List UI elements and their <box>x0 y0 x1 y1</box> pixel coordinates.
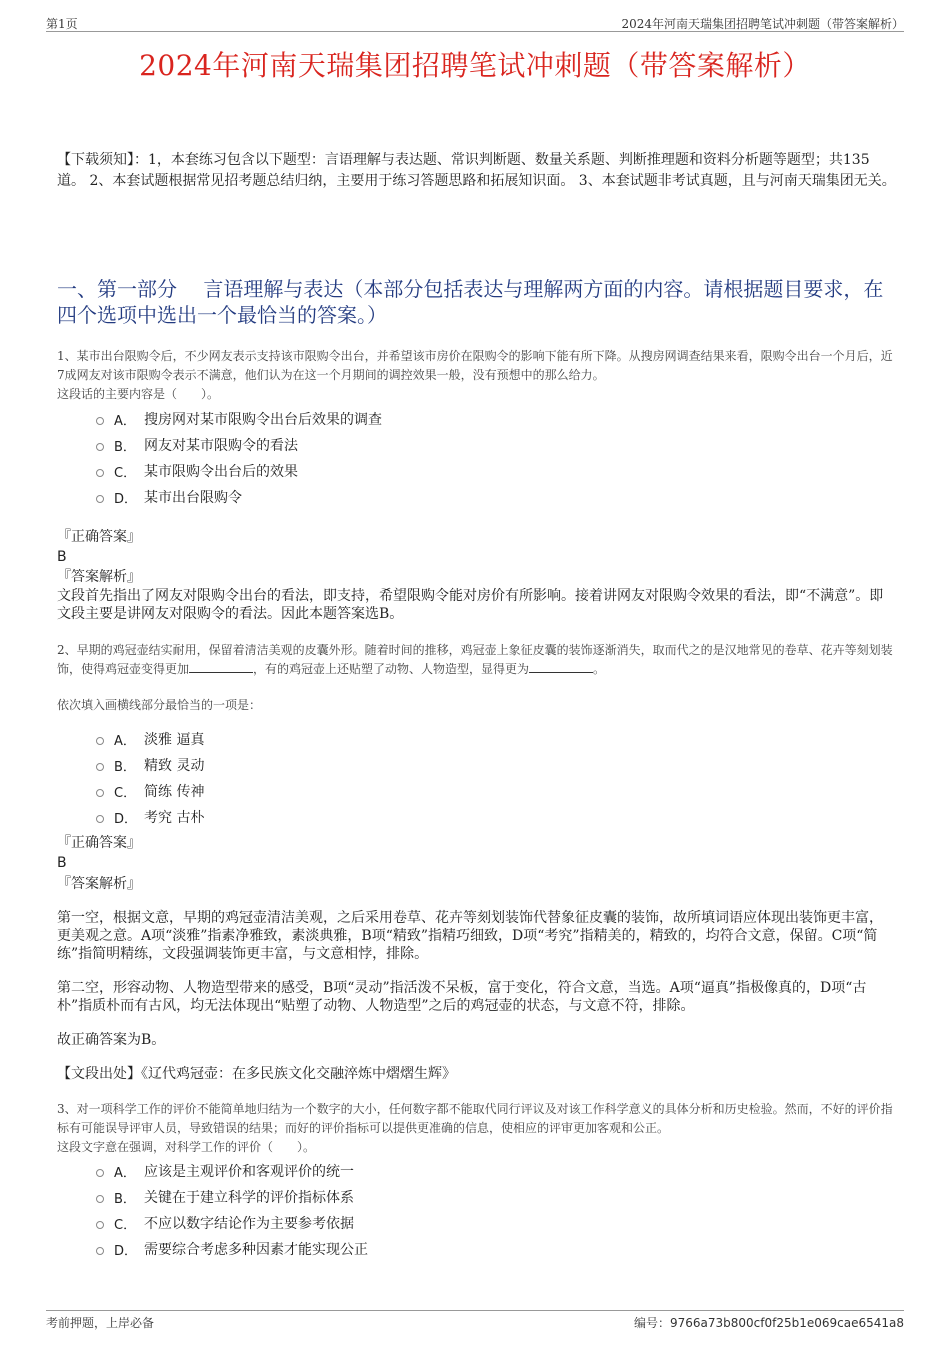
answer-label: 『正确答案』 <box>57 529 141 545</box>
option-c[interactable]: C． 简练 传神 <box>96 778 796 804</box>
option-b[interactable]: B． 关键在于建立科学的评价指标体系 <box>96 1184 796 1210</box>
source-citation: 【文段出处】《辽代鸡冠壶：在多民族文化交融淬炼中熠熠生辉》 <box>57 1066 456 1082</box>
question-3-stem <box>57 1100 897 1157</box>
option-c[interactable]: C． 不应以数字结论作为主要参考依据 <box>96 1210 796 1236</box>
analysis-paragraph-1: 第一空，根据文意，早期的鸡冠壶清洁美观，之后采用卷草、花卉等刻划装饰代替象征皮囊的装饰，故所填词语应体现出装饰更丰富，更美观之意。A项“淡雅”指素净雅致，素淡典雅，B项“精致”指精巧细致，D项“考究”指精美的，精致的，均符合文意，保留。C项“简练”指简明精练，文段强调装饰更丰富，与文意相悖，排除。 <box>57 910 883 962</box>
option-a[interactable]: A． 淡雅 逼真 <box>96 726 796 752</box>
answer-value: B <box>57 855 67 871</box>
option-a[interactable]: A． 搜房网对某市限购令出台后效果的调查 <box>96 406 796 432</box>
header-doc-title: 2024年河南天瑞集团招聘笔试冲刺题（带答案解析） <box>621 17 904 31</box>
question-2-stem: 2、早期的鸡冠壶结实耐用，保留着清洁美观的皮囊外形。随着时间的推移，鸡冠壶上象征皮囊的装饰逐渐消失，取而代之的是汉地常见的卷草、花卉等刻划装饰，使得鸡冠壶变得更加 ，有的鸡冠壶上还贴塑了动物、人物造型，显得更为 。 <box>57 643 893 676</box>
radio-icon[interactable] <box>96 443 104 451</box>
radio-icon[interactable] <box>96 469 104 477</box>
analysis-label: 『答案解析』 <box>57 876 141 892</box>
page-header <box>46 13 904 32</box>
question-1-text: 1、某市出台限购令后，不少网友表示支持该市限购令出台，并希望该市房价在限购令的影响下能有所下降。从搜房网调查结果来看，限购令出台一个月后，近7成网友对该市限购令表示不满意，他们认为在这一个月期间的调控效果一般，没有预想中的那么给力。 <box>57 349 893 382</box>
radio-icon[interactable] <box>96 1221 104 1229</box>
fill-blank <box>529 660 593 673</box>
answer-value: B <box>57 549 67 565</box>
fill-blank <box>189 660 253 673</box>
question-3-options <box>96 1158 796 1262</box>
question-1-options <box>96 406 796 510</box>
analysis-label: 『答案解析』 <box>57 569 141 585</box>
section-heading: 一、第一部分 言语理解与表达（本部分包括表达与理解两方面的内容。请根据题目要求，在四个选项中选出一个最恰当的答案。） <box>57 277 884 327</box>
question-3-prompt: 这段文字意在强调，对科学工作的评价（ ）。 <box>57 1140 316 1154</box>
question-2-analysis <box>57 909 893 1083</box>
download-notice: 【下载须知】：1，本套练习包含以下题型：言语理解与表达题、常识判断题、数量关系题、判断推理题和资料分析题等题型；共135道。 2、本套试题根据常见招考题总结归纳，主要用于练习答题思路和拓展知识面。 3、本套试题非考试真题，且与河南天瑞集团无关。 <box>57 152 896 189</box>
radio-icon[interactable] <box>96 763 104 771</box>
radio-icon[interactable] <box>96 789 104 797</box>
answer-label: 『正确答案』 <box>57 835 141 851</box>
footer-slogan: 考前押题，上岸必备 <box>46 1316 155 1330</box>
analysis-paragraph-2: 第二空，形容动物、人物造型带来的感受，B项“灵动”指活泼不呆板，富于变化，符合文意，当选。A项“逼真”指极像真的，D项“古朴”指质朴而有古风，均无法体现出“贴塑了动物、人物造型”之后的鸡冠壶的状态，与文意不符，排除。 <box>57 980 867 1014</box>
option-b[interactable]: B． 网友对某市限购令的看法 <box>96 432 796 458</box>
option-d[interactable]: D． 某市出台限购令 <box>96 484 796 510</box>
page-number: 第1页 <box>46 17 78 31</box>
question-1-stem <box>57 347 897 404</box>
option-d[interactable]: D． 考究 古朴 <box>96 804 796 830</box>
analysis-paragraph-3: 故正确答案为B。 <box>57 1032 166 1048</box>
radio-icon[interactable] <box>96 1195 104 1203</box>
page-title: 2024年河南天瑞集团招聘笔试冲刺题（带答案解析） <box>139 49 811 82</box>
radio-icon[interactable] <box>96 417 104 425</box>
footer-divider <box>46 1310 904 1311</box>
question-3-text: 3、对一项科学工作的评价不能简单地归结为一个数字的大小，任何数字都不能取代同行评议及对该工作科学意义的具体分析和历史检验。然而，不好的评价指标有可能误导评审人员，导致错误的结果；而好的评价指标可以提供更准确的信息，使相应的评审更加客观和公正。 <box>57 1102 893 1135</box>
option-c[interactable]: C． 某市限购令出台后的效果 <box>96 458 796 484</box>
option-b[interactable]: B． 精致 灵动 <box>96 752 796 778</box>
question-1-prompt: 这段话的主要内容是（ ）。 <box>57 387 220 401</box>
option-d[interactable]: D． 需要综合考虑多种因素才能实现公正 <box>96 1236 796 1262</box>
option-a[interactable]: A． 应该是主观评价和客观评价的统一 <box>96 1158 796 1184</box>
footer-code: 编号：9766a73b800cf0f25b1e069cae6541a8 <box>633 1316 904 1330</box>
question-2-options <box>96 726 796 830</box>
radio-icon[interactable] <box>96 495 104 503</box>
question-1-analysis: 文段首先指出了网友对限购令出台的看法，即支持，希望限购令能对房价有所影响。接着讲网友对限购令效果的看法，即“不满意”。即文段主要是讲网友对限购令的看法。因此本题答案选B。 <box>57 588 884 622</box>
radio-icon[interactable] <box>96 815 104 823</box>
radio-icon[interactable] <box>96 1247 104 1255</box>
question-2-prompt: 依次填入画横线部分最恰当的一项是： <box>57 698 262 712</box>
radio-icon[interactable] <box>96 737 104 745</box>
radio-icon[interactable] <box>96 1169 104 1177</box>
